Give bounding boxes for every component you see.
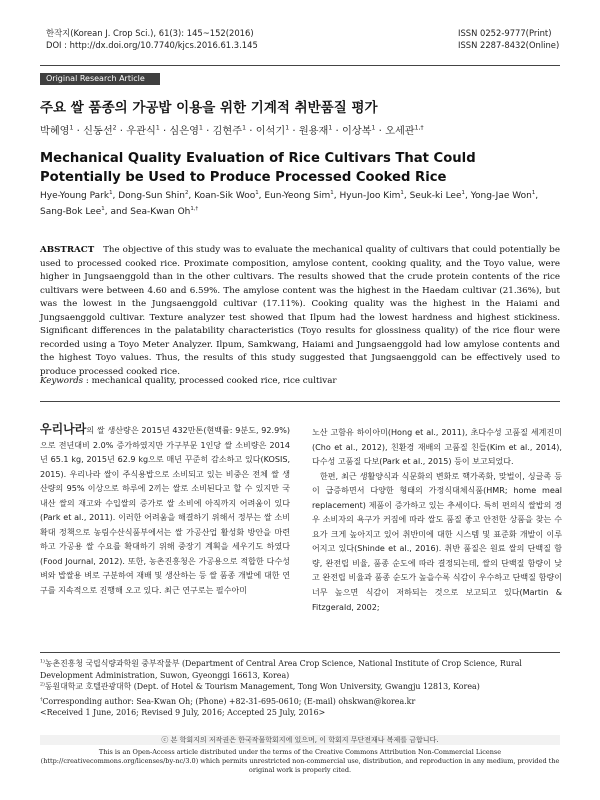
abstract-rule: [40, 401, 560, 402]
ko-author: 오세관: [385, 126, 415, 137]
issn-online: ISSN 2287-8432(Online): [458, 40, 560, 50]
en-author: Hyun-Joo Kim: [339, 191, 401, 201]
author-affiliation-mark: 1: [531, 190, 536, 196]
english-authors: Hye-Young Park$^1$, Dong-Sun Shin$^2$, Koan-Sik Woo$^1$, Eun-Yeong Sim$^1$, Hyun-Joo Kim$^1$, Seuk-ki Lee$^1$, Yong-Jae Won$^1$, Sang-Bok Lee$^1$, and Sea-Kwan $Oh^{1,\dagger}$: [40, 190, 539, 217]
body-paragraph: 우리나라의 쌀 생산량은 2015년 432만톤(현백률: 9분도, 92.9%)으로 전년대비 2.0% 증가하였지만 가구부문 1인당 쌀 소비량은 2014년 65.1 kg, 2015년 62.9 kg으로 매년 꾸준히 감소하고 있다(KOSIS, 2015). 우리나라 쌀이 주식용밥으로 소비되고 있는 비중은 전체 쌀 생산량의 95% 이상으로 하루에 2끼는 쌀로 소비된다고 할 수 있지만 국내산 쌀의 재고와 수입쌀의 증가로 쌀 소비에 아직까지 어려움이 있다(Park et al., 2011). 이러한 어려움을 해결하기 위해서 정부는 쌀 소비 확대 정책으로 농림수산식품부에서는 쌀 가공산업 활성화 방안을 마련하고 가공용 쌀 수요를 확대하기 위해 중장기 계획을 세우기도 하였다(Food Journal, 2012). 또한, 농촌진흥청은 가공용으로 적합한 다수성 벼와 밥쌀용 벼로 구분하여 재배 및 생산하는 등 쌀 품종 개발에 대한 연구를 지속적으로 진행해 오고 있다. 최근 연구로는 필수아미: [40, 422, 290, 596]
issn-block: [458, 27, 559, 51]
keywords-label: Keywords: [40, 376, 84, 386]
abstract-text: The objective of this study was to evaluate the mechanical quality of cultivars that could potentially be used to processed cooked rice. Proximate composition, amylose content, cooking quality, and the Toyo value, were higher in Jungsaenggold than in the other cultivars. The results showed that the crude protein contents of the rice cultivars were between 4.60 and 6.59%. The amylose content was the highest in the Haedam cultivar (21.36%), but was the lowest in the Jungsaenggold cultivar (17.11%). Cooking quality was the highest in the Haiami and Jungsaenggold cultivar. Texture analyzer test showed that Ilpum had the lowest hardness and highest stickiness. Significant differences in the palatability characteristics (Toyo results for glossiness quality) of the rice flour were recorded using a Toyo Meter Analyzer. Ilpum, Samkwang, Haiami and Jungsaenggold had low amylose contents and the highest Toyo values. Thus, the results of this study suggested that Jungsaenggold can be effectively used to produce processed cooked rice.: [40, 245, 560, 377]
author-affiliation-mark: 1: [69, 124, 74, 132]
author-affiliation-mark: 1: [109, 190, 113, 196]
en-author: Hye-Young Park: [40, 191, 110, 201]
keywords-text: : mechanical quality, processed cooked rice, rice cultivar: [85, 376, 337, 386]
copyright-notice: ⓒ 본 학회지의 저작권은 한국작물학회지에 있으며, 이 학회지 무단전재나 복제를 금합니다.: [40, 735, 560, 745]
corresponding-author: †Corresponding author: Sea-Kwan Oh; (Phone) +82-31-695-0610; (E-mail) ohskwan@korea.kr: [40, 696, 416, 706]
journal-citation: 한작지(Korean J. Crop Sci.), 61(3): 145~152(2016): [46, 28, 254, 38]
author-affiliation-mark: 1: [330, 190, 334, 196]
article-type-badge: Original Research Article: [40, 73, 160, 85]
author-affiliation-mark: 1,†: [190, 205, 199, 212]
author-affiliation-mark: 1: [400, 190, 404, 196]
ko-author: 박혜영: [40, 126, 70, 137]
en-author: Eun-Yeong Sim: [264, 191, 331, 201]
author-affiliation-mark: 1: [242, 124, 246, 132]
ko-author: 김현주: [212, 126, 243, 137]
author-affiliation-mark: 1: [328, 124, 333, 132]
abstract-label: ABSTRACT: [40, 245, 95, 255]
affiliation-2: $^{2)}$동원대학교 호텔관광대학 (Dept. of Hotel & Tourism Management, Tong Won University, Gwangju 12813, Korea): [40, 682, 480, 692]
ko-author: 심은영: [169, 126, 199, 137]
ko-author: 신동선: [83, 126, 113, 137]
body-right-column: [312, 426, 562, 615]
abstract: [40, 244, 560, 379]
en-author: Koan-Sik Woo: [194, 191, 256, 201]
body-left-column: [40, 422, 290, 599]
author-affiliation-mark: 1: [285, 124, 290, 132]
footnote-rule: [40, 652, 560, 653]
keywords: [40, 376, 337, 386]
affiliation-1: $^{1)}$농촌진흥청 국립식량과학원 중부작물부 (Department of Central Area Crop Science, National Institute of Crop Science, Rural Development Administration, Suwon, Gyeonggi 16613, Korea): [40, 659, 522, 680]
ko-author: 이석기: [255, 126, 286, 137]
author-affiliation-mark: 1,†: [414, 124, 424, 132]
en-author: Yong-Jae Won: [470, 191, 532, 201]
footnotes: [40, 658, 560, 719]
author-affiliation-mark: 1: [101, 205, 105, 212]
body-paragraph: 노산 고함유 하이아미(Hong et al., 2011), 초다수성 고품질 세계진미(Cho et al., 2012), 친환경 재배의 고품질 친들(Kim et al., 2014), 다수성 고품질 다보(Park et al., 2015) 등이 보고되었다.: [312, 428, 562, 467]
korean-authors: 박혜영$^1$ · 신동선$^2$ · 우관식$^1$ · 심은영$^1$ · 김현주$^1$ · 이석기$^1$ · 원용재$^1$ · 이상복$^1$ · 오세관$^{1,\dagger}$: [40, 124, 424, 137]
license-text: This is an Open-Access article distributed under the terms of the Creative Commons Attribution Non-Commercial License (http://creativecommons.org/licenses/by-nc/3.0) which permits unrestricted non-commercial use, distribution, and reproduction in any medium, provided the original work is properly cited.: [40, 748, 560, 774]
received-dates: <Received 1 June, 2016; Revised 9 July, 2016; Accepted 25 July, 2016>: [40, 708, 326, 718]
doi-link[interactable]: DOI : http://dx.doi.org/10.7740/kjcs.2016.61.3.145: [46, 40, 258, 50]
lead-word: 우리나라: [40, 422, 87, 436]
en-author: Seuk-ki Lee: [409, 191, 462, 201]
author-affiliation-mark: 1: [371, 124, 376, 132]
header-rule: [40, 65, 560, 66]
issn-print: ISSN 0252-9777(Print): [458, 28, 552, 38]
author-affiliation-mark: 2: [112, 124, 117, 132]
ko-author: 우관식: [126, 126, 156, 137]
journal-header: [46, 27, 258, 51]
english-title: Mechanical Quality Evaluation of Rice Cultivars That Could Potentially be Used to Produce Processed Cooked Rice: [40, 151, 476, 185]
author-affiliation-mark: 1: [255, 190, 259, 196]
author-affiliation-mark: 1: [198, 124, 203, 132]
ko-author: 원용재: [298, 126, 329, 137]
en-author: and Sea-Kwan Oh: [110, 206, 191, 217]
ko-author: 이상복: [341, 126, 372, 137]
author-affiliation-mark: 1: [155, 124, 160, 132]
body-paragraph: 한편, 최근 생활양식과 식문화의 변화로 핵가족화, 맞벌이, 싱글족 등이 급증하면서 다양한 형태의 가정식대체식품(HMR; home meal replacement) 제품이 증가하고 있는 추세이다. 특히 편의식 쌀밥의 경우 소비자의 욕구가 커짐에 따라 쌀도 품질 좋고 안전한 상품을 찾는 수요가 크게 높아지고 있어 취반미에 대한 시스템 및 표준화 개발이 이루어지고 있다(Shinde et al., 2016). 취반 품질은 원료 쌀의 단백질 함량, 완전립 비율, 품종 순도에 따라 결정되는데, 쌀의 단백질 함량이 낮고 완전립 비율과 품종 순도가 높을수록 식감이 우수하고 단백질 함량이 너무 높으면 식감이 저하되는 것으로 보고되고 있다(Martin & Fitzgerald, 2002;: [312, 471, 562, 612]
korean-title: 주요 쌀 품종의 가공밥 이용을 위한 기계적 취반품질 평가: [40, 100, 378, 116]
en-author: Dong-Sun Shin: [118, 191, 185, 201]
author-affiliation-mark: 2: [184, 190, 189, 196]
en-author: Sang-Bok Lee: [40, 206, 102, 217]
author-affiliation-mark: 1: [461, 190, 465, 196]
